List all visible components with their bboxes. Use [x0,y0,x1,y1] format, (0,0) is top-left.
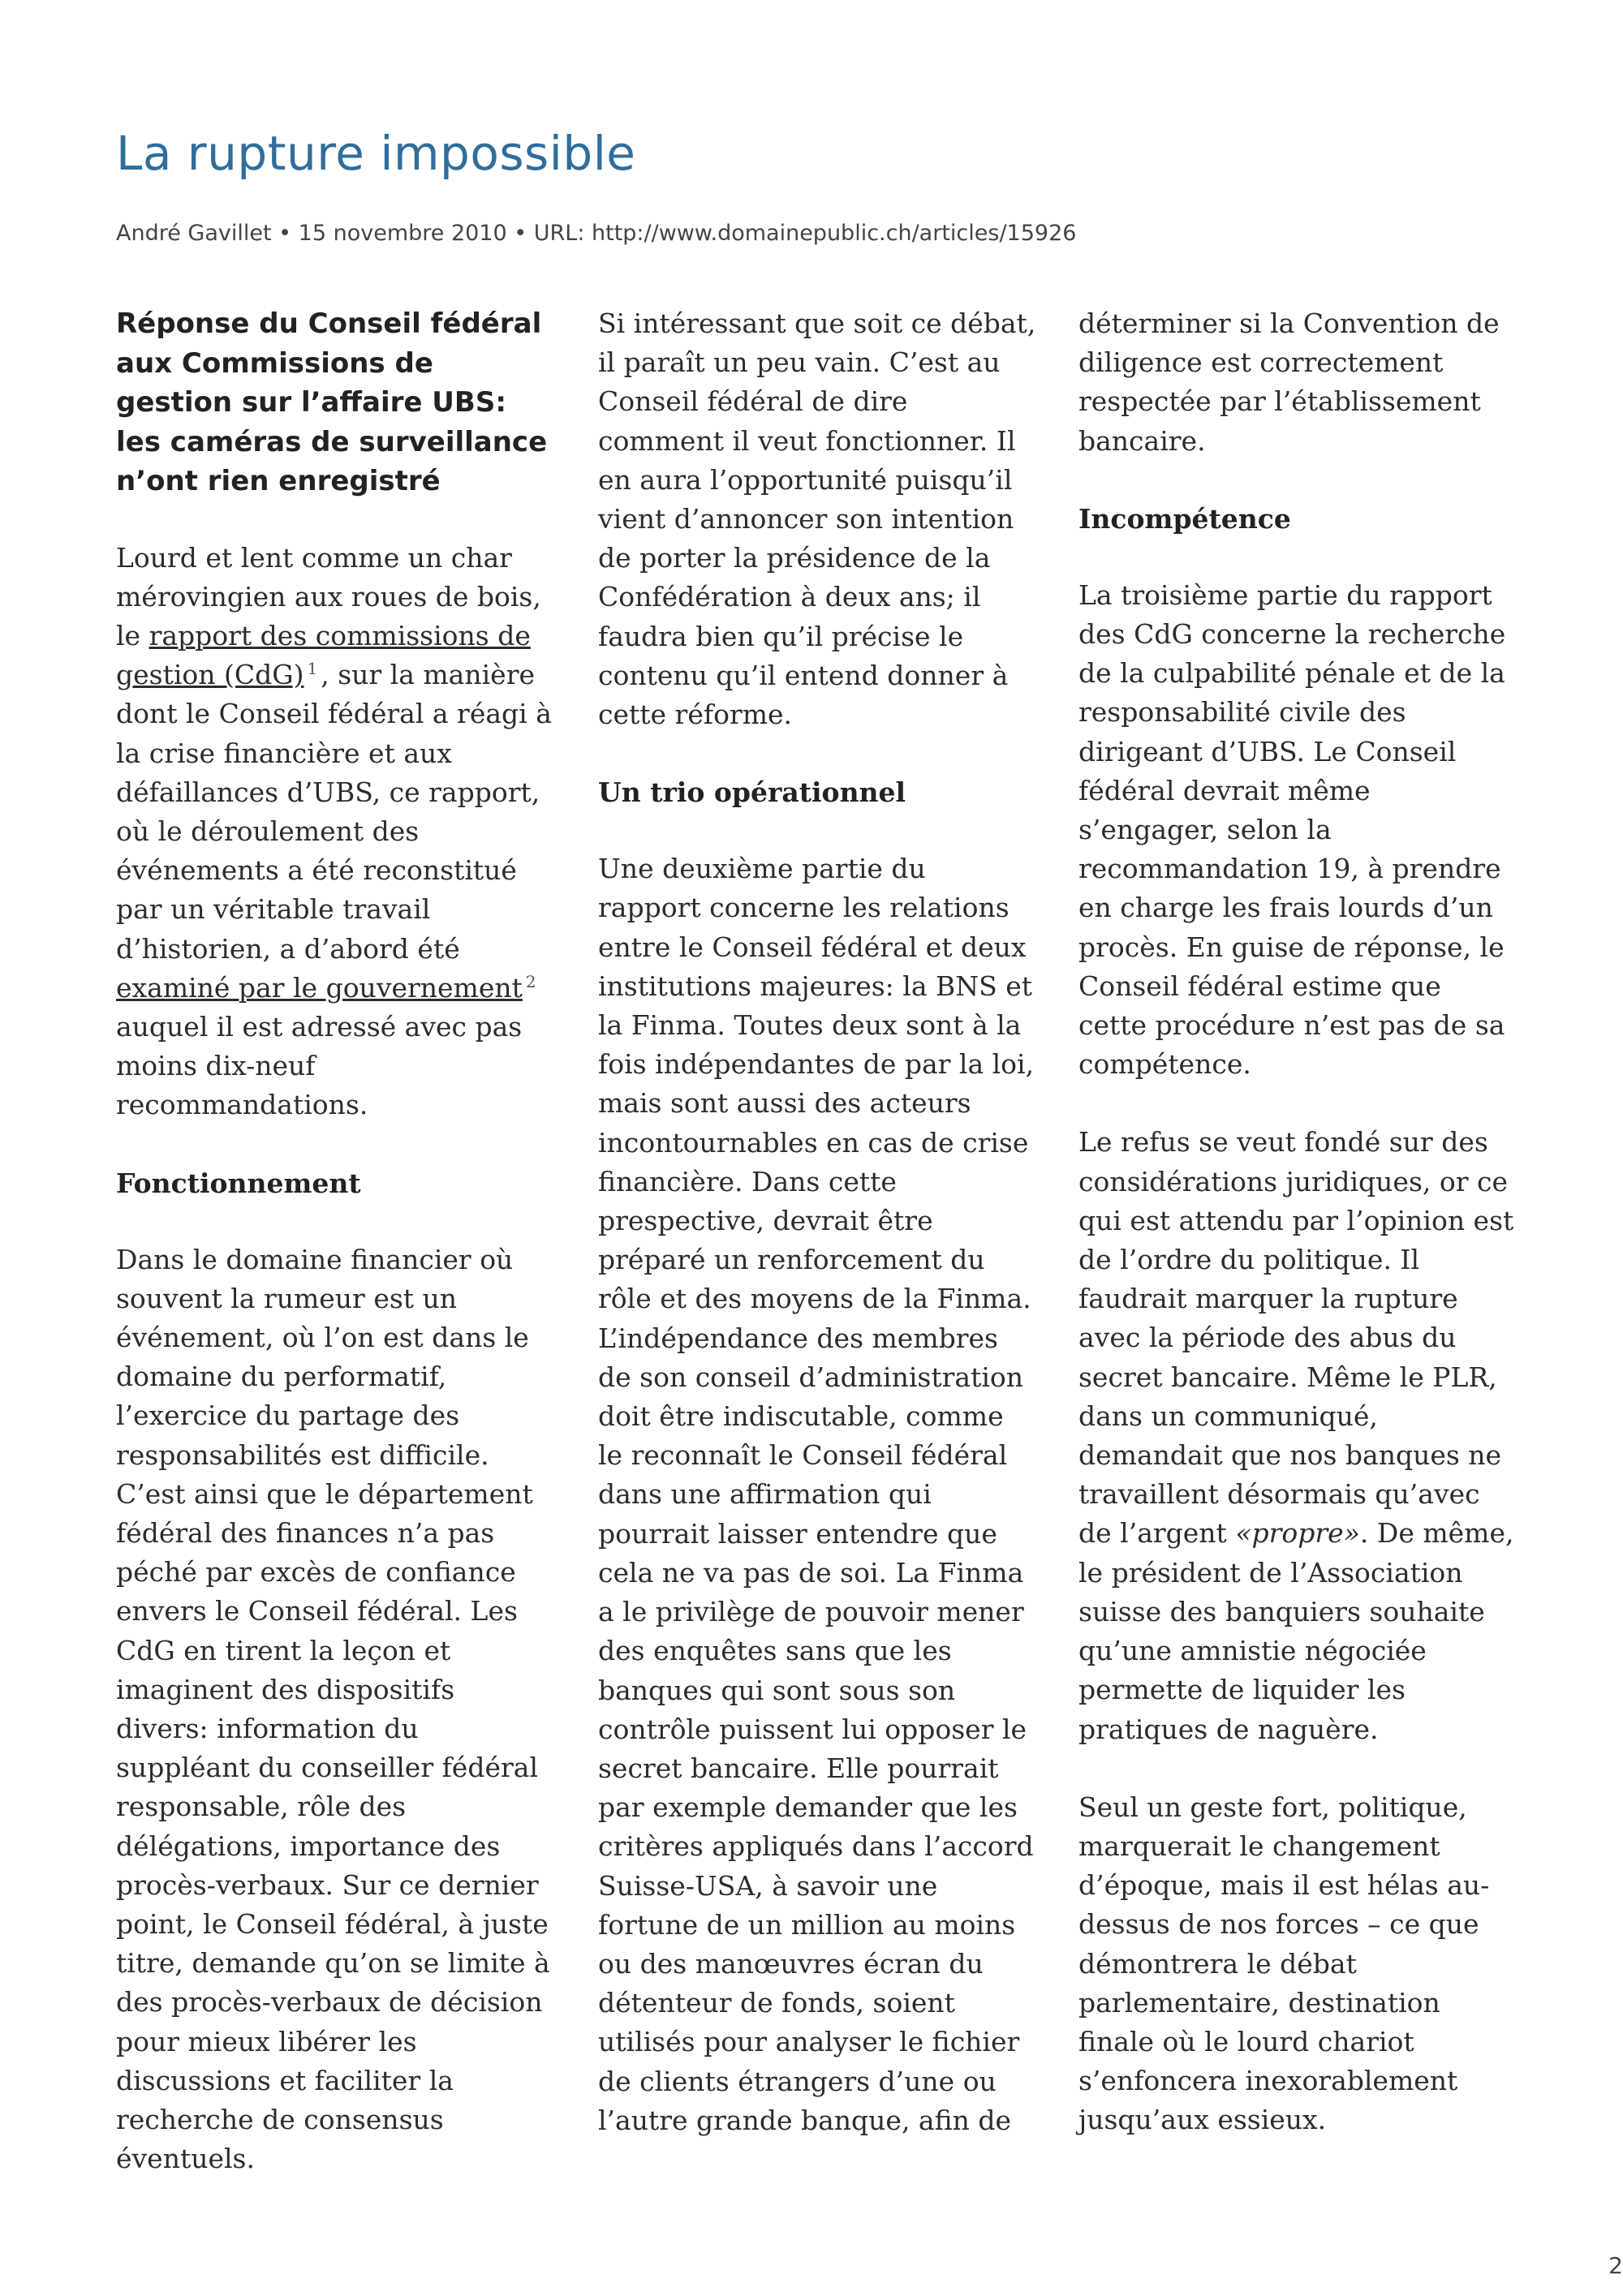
page-title: La rupture impossible [116,126,636,181]
page-number: 2 [1608,2252,1623,2279]
paragraph-conclusion: Seul un geste fort, politique, marquerait le changement d’époque, mais il est hélas au-dessus de nos forces – ce que démontrera le débat parlementaire, destination finale où le lourd chariot s’enfoncera inexorablement jusqu’aux essieux. [1078,1791,1490,2136]
column-2 [598,304,1036,2140]
paragraph-intro [116,539,554,1125]
paragraph-trio: Une deuxième partie du rapport concerne les relations entre le Conseil fédéral et deux institutions majeures: la BNS et la Finma. Toutes deux sont à la fois indépendantes de par la loi, mais sont aussi des acteurs incontournables en cas de crise financière. Dans cette prespective, devrait être préparé un renforcement du rôle et des moyens de la Finma. L’indépendance des membres de son conseil d’administration doit être indiscutable, comme le reconnaît le Conseil fédéral dans une affirmation qui pourrait laisser entendre que cela ne va pas de soi. La Finma a le privilège de pouvoir mener des enquêtes sans que les banques qui sont sous son contrôle puissent lui opposer le secret bancaire. Elle pourrait par exemple demander que les critères appliqués dans l’accord Suisse-USA, à savoir une fortune de un million au moins ou des manœuvres écran du détenteur de fonds, soient utilisés pour analyser le fichier de clients étrangers d’une ou l’autre grande banque, afin de [598,853,1035,2136]
paragraph-fonctionnement: Dans le domaine financier où souvent la rumeur est un événement, où l’on est dans le domaine du performatif, l’exercice du partage des responsabilités est difficile. C’est ainsi que le département fédéral des finances n’a pas péché par excès de confiance envers le Conseil fédéral. Les CdG en tirent la leçon et imaginent des dispositifs divers: information du suppléant du conseiller fédéral responsable, rôle des délégations, importance des procès-verbaux. Sur ce dernier point, le Conseil fédéral, à juste titre, demande qu’on se limite à des procès-verbaux de décision pour mieux libérer les discussions et faciliter la recherche de consensus éventuels. [116,1243,550,2175]
refus-text-end: . De même, le président de l’Association suisse des banquiers souhaite qu’une amnistie négociée permette de liquider les pratiques de naguère. [1078,1517,1514,1745]
cdg-report-link[interactable]: rapport des commissions de gestion (CdG) [116,619,531,691]
section-heading-fonctionnement: Fonctionnement [116,1167,361,1199]
paragraph-debat: Si intéressant que soit ce débat, il paraît un peu vain. C’est au Conseil fédéral de dire comment il veut fonctionner. Il en aura l’opportunité puisqu’il vient d’annoncer son intention de porter la présidence de la Confédération à deux ans; il faudra bien qu’il précise le contenu qu’il entend donner à cette réforme. [598,307,1036,731]
intro-text-middle: , sur la manière dont le Conseil fédéral a réagi à la crise financière et aux défaillances d’UBS, ce rapport, où le déroulement des événements a été reconstitué par un véritable travail d’historien, a d’abord été [116,659,552,965]
section-heading-trio: Un trio opérationnel [598,776,906,809]
section-heading-incompetence: Incompétence [1078,502,1291,535]
paragraph-trio-continued: déterminer si la Convention de diligence est correctement respectée par l’établissement bancaire. [1078,307,1500,457]
intro-text-end: auquel il est adressé avec pas moins dix-neuf recommandations. [116,1010,523,1121]
column-1 [116,304,554,2178]
paragraph-refus [1078,1123,1517,1748]
propre-quote: «propre» [1235,1517,1360,1550]
column-3 [1078,304,1517,2140]
paragraph-incompetence: La troisième partie du rapport des CdG concerne la recherche de la culpabilité pénale et de la responsabilité civile des dirigeant d’UBS. Le Conseil fédéral devrait même s’engager, selon la recommandation 19, à prendre en charge les frais lourds d’un procès. En guise de réponse, le Conseil fédéral estime que cette procédure n’est pas de sa compétence. [1078,578,1506,1081]
refus-text-start: Le refus se veut fondé sur des considérations juridiques, or ce qui est attendu par l’opinion est de l’ordre du politique. Il faudrait marquer la rupture avec la période des abus du secret bancaire. Même le PLR, dans un communiqué, demandait que nos banques ne travaillent désormais qu’avec de l’argent [1078,1126,1514,1550]
article-lead: Réponse du Conseil fédéral aux Commissions de gestion sur l’affaire UBS: les caméras de surveillance n’ont rien enregistré [116,307,548,497]
intro-text-start: Lourd et lent comme un char mérovingien aux roues de bois, le [116,541,541,651]
footnote-ref-1[interactable]: 1 [307,659,318,679]
government-review-link[interactable]: examiné par le gouvernement [116,971,523,1004]
byline: André Gavillet • 15 novembre 2010 • URL: http://www.domainepublic.ch/articles/15926 [116,221,1077,246]
footnote-ref-2[interactable]: 2 [525,971,536,991]
